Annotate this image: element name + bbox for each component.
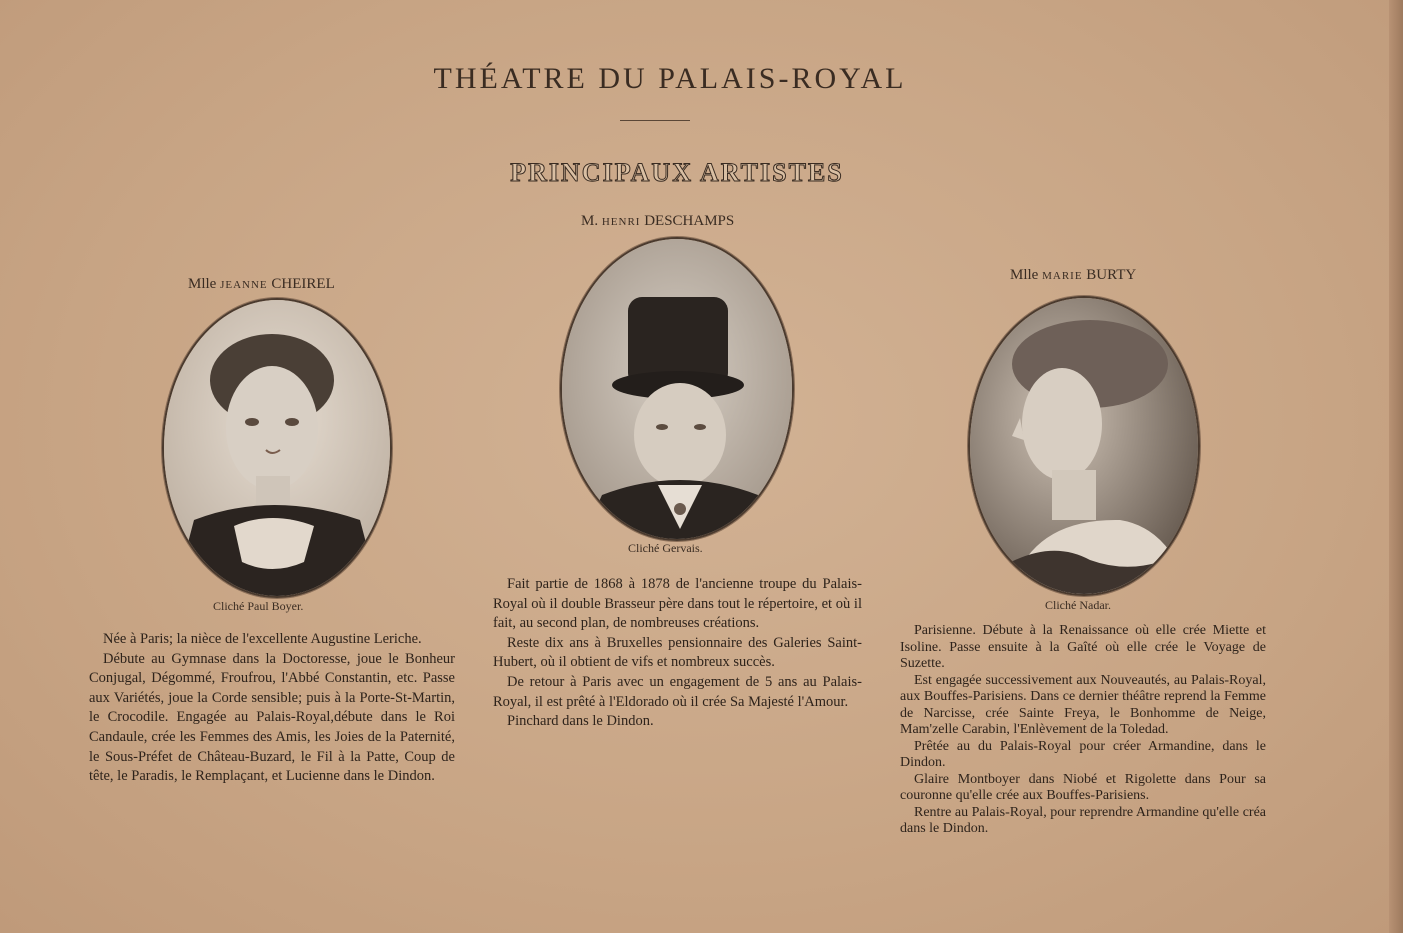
- photo-credit-nadar: Cliché Nadar.: [1045, 598, 1111, 612]
- bio-paragraph: Reste dix ans à Bruxelles pensionnaire des Galeries Saint-Hubert, où il obtient de vifs et nombreux succès.: [493, 634, 862, 671]
- artist-name-deschamps: [581, 213, 734, 230]
- portrait-cheirel: [162, 298, 392, 598]
- bio-paragraph: Fait partie de 1868 à 1878 de l'ancienne troupe du Palais-Royal où il double Brasseur père dans tout le répertoire, et où il fait, au second plan, de nombreuses créations.: [493, 576, 862, 632]
- artist-name-burty: [1010, 267, 1136, 284]
- bio-paragraph: Est engagée successivement aux Nouveautés, au Palais-Royal, aux Bouffes-Parisiens. Dans ce dernier théâtre reprend la Femme de Narcisse, crée Sainte Freya, le Bonhomme de Neige, Mam'zelle Carabin, l'Enlèvement de la Toledad.: [900, 672, 1266, 737]
- portrait-man-top-hat-image: [562, 239, 792, 539]
- bio-paragraph: Rentre au Palais-Royal, pour reprendre Armandine qu'elle créa dans le Dindon.: [900, 804, 1266, 836]
- name-prefix: Mlle: [188, 276, 217, 292]
- title-divider: [620, 120, 690, 121]
- bio-paragraph: Glaire Montboyer dans Niobé et Rigolette dans Pour sa couronne qu'elle crée aux Bouffes-Parisiens.: [900, 771, 1266, 803]
- photo-credit-gervais: Cliché Gervais.: [628, 541, 703, 555]
- name-surname: DESCHAMPS: [644, 213, 735, 229]
- bio-paragraph: Pinchard dans le Dindon.: [507, 713, 654, 730]
- page-subtitle: PRINCIPAUX ARTISTES: [510, 158, 844, 187]
- bio-paragraph: Née à Paris; la nièce de l'excellente Augustine Leriche.: [103, 631, 422, 647]
- bio-paragraph: Parisienne. Débute à la Renaissance où elle crée Miette et Isoline. Passe ensuite à la Gaîté où elle crée le Voyage de Suzette.: [900, 623, 1266, 671]
- bio-paragraph: De retour à Paris avec un engagement de 5 ans au Palais-Royal, il est prêté à l'Eldorado où il crée Sa Majesté l'Amour.: [493, 673, 862, 710]
- name-surname: BURTY: [1086, 267, 1137, 283]
- name-surname: CHEIREL: [271, 276, 335, 292]
- bio-deschamps: [493, 575, 862, 732]
- artist-name-cheirel: [188, 276, 335, 293]
- name-first: JEANNE: [220, 279, 268, 291]
- name-first: HENRI: [601, 216, 641, 228]
- photo-credit-boyer: Cliché Paul Boyer.: [213, 599, 304, 613]
- portrait-woman-image: [164, 300, 390, 596]
- bio-cheirel: [89, 630, 455, 787]
- bio-paragraph: Prêtée au du Palais-Royal pour créer Armandine, dans le Dindon.: [900, 738, 1266, 770]
- bio-burty: [900, 623, 1266, 838]
- bio-paragraph: Débute au Gymnase dans la Doctoresse, joue le Bonheur Conjugal, Dégommé, Froufrou, l'Abbé Constantin, etc. Passe aux Variétés, joue la Corde sensible; puis à la Porte-St-Martin, le Crocodile. Engagée au Palais-Royal,débute dans le Roi Candaule, crée les Femmes des Amis, les Joies de la Paternité, le Sous-Préfet de Château-Buzard, le Fil à la Patte, Coup de tête, le Paradis, le Remplaçant, et Lucienne dans le Dindon.: [89, 650, 455, 785]
- portrait-woman-profile-image: [970, 298, 1198, 594]
- page-title: THÉATRE DU PALAIS-ROYAL: [433, 62, 907, 95]
- name-first: MARIE: [1042, 270, 1083, 282]
- name-prefix: Mlle: [1010, 267, 1039, 283]
- name-prefix: M.: [581, 213, 599, 229]
- portrait-burty: [968, 296, 1200, 596]
- page-edge: [1389, 0, 1403, 933]
- portrait-deschamps: [560, 237, 794, 541]
